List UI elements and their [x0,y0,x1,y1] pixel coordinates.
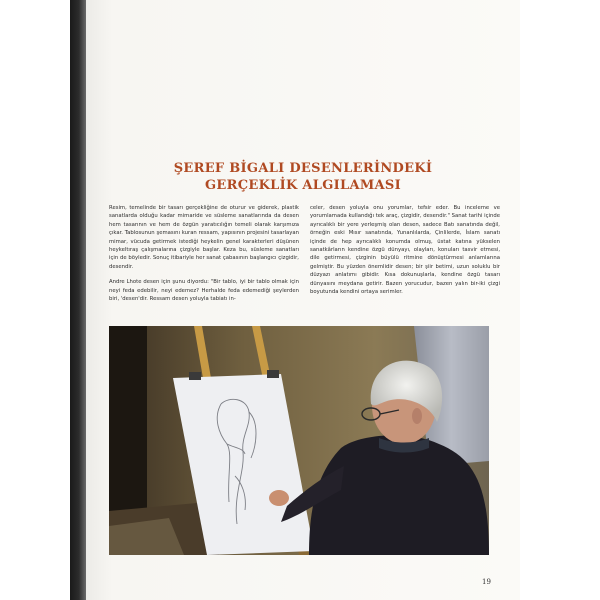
text-column-right [310,204,500,303]
paragraph: celer, desen yoluyla onu yorumlar, tefsir eder. Bu inceleme ve yorumlamada kullandığı tek araç, çizgidir, desendir." Sanat tarihi içinde ayrıcalıklı bir yere yerleşmiş olan desen, sadece Batı sanatında değil, örneğin eski Mısır sanatında, Yunanlılarda, Çinlilerde, İslam sanatı içinde de hep ayrıcalıklı konumda olmuş, üstat katına yükselen sanatkârların kendine özgü dünyayı, olayları, konuları tasvir etmesi, dile getirmesi, çizginin büyülü ritmine dönüştürmesi anlamlarına gelmiştir. Bu yüzden önemlidir desen; bir şiir betimi, uzun soluklu bir düzyazı anlatımı gibidir. Kısa dokunuşlarla, kendine özgü tasarı dünyasını meydana getirir. Bazen yorucudur, bazen yalın bir-iki çizgi boyutunda kendini ortaya serimler. [310,205,500,296]
page-number: 19 [482,578,491,586]
article-title-line-1: ŞEREF BİGALI DESENLERİNDEKİ [173,161,433,176]
photo-illustration [109,326,489,555]
artist-hand [269,490,289,506]
paragraph: Andre Lhote desen için şunu diyordu: "Bir tablo, iyi bir tablo olmak için neyi feda edebilir, neyi edemez? Herhalde feda edemediği şeylerden biri, 'desen'dir. Ressam desen yoluyla tabiatı in- [109,279,299,303]
paragraph: Resim, temelinde bir tasarı gerçekliğine de oturur ve giderek, plastik sanatlarda olduğu kadar mimaride ve süsleme sanatlarında da desen hem tasarının ve hem de özgün yaratıcılığın temeli olarak karşımıza çıkar. Tablosunun şemasını kuran ressam, yapısının projesini tasarlayan mimar, vücuda getirmek istediği heykelin genel karakterleri düşünen heykeltıraş çalışmalarına çizgiyle başlar. Keza bu, süsleme sanatları için de böyledir. Sonuç itibariyle her sanat çabasının başlangıcı çizgidir, desendir. [109,205,299,270]
artist-ear [412,408,422,424]
easel-clip-right [267,370,279,378]
page-sheet [86,0,520,600]
book-spine [70,0,86,600]
text-column-left [109,204,299,310]
article-title-line-2: GERÇEKLİK ALGILAMASI [205,178,401,193]
easel-clip-left [189,372,201,380]
artist-drawing-photo [109,326,489,555]
